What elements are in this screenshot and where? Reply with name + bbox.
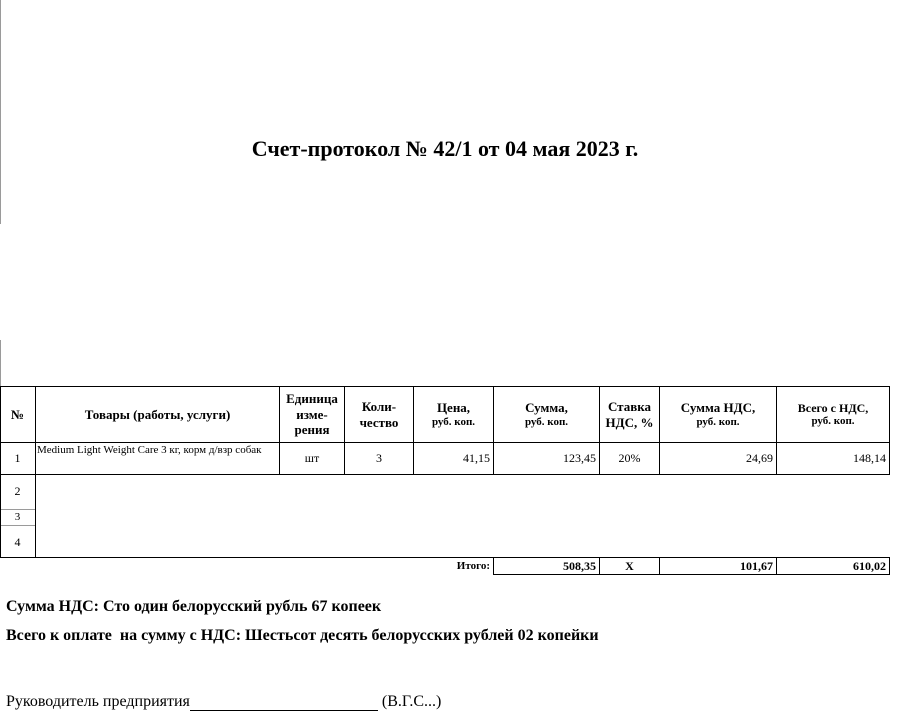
row-number: 1	[14, 451, 21, 466]
row-number: 3	[14, 510, 21, 523]
signature-line	[6, 693, 441, 711]
header-vat-sum-unit: руб. коп.	[696, 415, 740, 428]
header-vat-sum-line: Сумма НДС,	[680, 400, 756, 416]
header-total-unit: руб. коп.	[811, 415, 855, 428]
header-unit	[280, 387, 344, 442]
row-goods: Medium Light Weight Care 3 кг, корм д/взр собак	[37, 444, 262, 456]
vat-amount-in-words: Сумма НДС: Сто один белорусский рубль 67 копеек	[6, 598, 382, 615]
row-price: 41,15	[463, 451, 490, 466]
header-vat-rate-line: НДС, %	[605, 414, 654, 430]
totals-vat-sum: 101,67	[740, 559, 773, 574]
page-left-border	[0, 0, 1, 224]
totals-sum: 508,35	[563, 559, 596, 574]
row-number: 2	[14, 483, 21, 498]
header-quantity	[345, 387, 413, 442]
row-unit: шт	[304, 451, 320, 466]
header-quantity-line: Коли-	[361, 398, 397, 414]
document-title: Счет-протокол № 42/1 от 04 мая 2023 г.	[251, 136, 639, 161]
total-amount-in-words: Всего к оплате на сумму с НДС: Шестьсот десять белорусских рублей 02 копейки	[6, 627, 599, 644]
header-sum-line: Сумма,	[525, 400, 568, 416]
header-vat-sum	[660, 387, 776, 442]
signature-name: (В.Г.С...)	[381, 693, 442, 710]
header-unit-line: изме-	[296, 406, 328, 422]
header-total-line: Всего с НДС,	[797, 400, 869, 415]
header-quantity-line: чество	[359, 414, 399, 430]
page-left-border	[0, 340, 1, 388]
row-quantity: 3	[376, 451, 382, 466]
header-sum	[494, 387, 599, 442]
header-unit-line: Единица	[286, 391, 338, 407]
row-vat-sum: 24,69	[746, 451, 773, 466]
header-total	[777, 387, 889, 442]
header-price-unit: руб. коп.	[431, 415, 476, 428]
header-goods: Товары (работы, услуги)	[84, 406, 231, 422]
row-number: 4	[14, 534, 21, 549]
header-number: №	[10, 406, 25, 422]
totals-total: 610,02	[853, 559, 886, 574]
header-unit-line: рения	[294, 422, 330, 438]
header-vat-rate	[600, 387, 659, 442]
header-price-line: Цена,	[436, 400, 471, 416]
row-vat-rate: 20%	[618, 451, 641, 466]
totals-vat-rate: X	[625, 559, 634, 574]
row-sum: 123,45	[563, 451, 596, 466]
header-price	[414, 387, 493, 442]
signature-blank	[190, 694, 378, 711]
totals-label: Итого:	[456, 559, 490, 572]
header-sum-unit: руб. коп.	[524, 415, 569, 428]
invoice-table	[0, 386, 898, 578]
signature-label: Руководитель предприятия	[6, 693, 190, 710]
row-total: 148,14	[853, 451, 886, 466]
header-vat-rate-line: Ставка	[607, 398, 652, 414]
